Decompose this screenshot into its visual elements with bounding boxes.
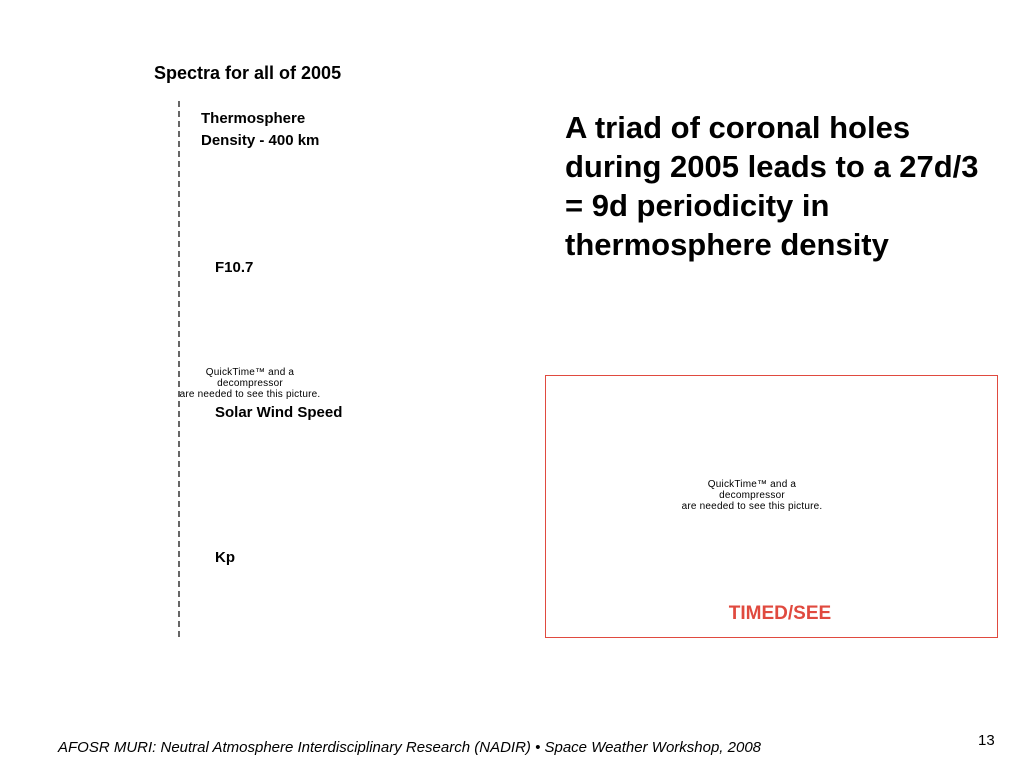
note-line: decompressor: [719, 490, 785, 501]
headline-text: A triad of coronal holes during 2005 leads to a 27d/3 = 9d periodicity in thermosphere density: [565, 110, 979, 262]
spectra-title: Spectra for all of 2005: [154, 63, 342, 83]
panel-label-kp: Kp: [215, 549, 235, 566]
panel-label-line: Thermosphere: [201, 110, 306, 127]
note-line: are needed to see this picture.: [681, 501, 823, 512]
timed-see-label: TIMED/SEE: [728, 603, 832, 624]
panel-label-f107: F10.7: [215, 259, 254, 276]
slide-footer: AFOSR MURI: Neutral Atmosphere Interdisciplinary Research (NADIR) • Space Weather Workshop, 2008: [58, 739, 762, 756]
page-number: 13: [978, 732, 995, 749]
missing-image-note-spectra: [170, 367, 330, 400]
note-line: are needed to see this picture.: [179, 389, 321, 400]
panel-label-thermosphere-density: [201, 108, 319, 152]
note-line: QuickTime™ and a: [205, 367, 295, 378]
note-line: decompressor: [217, 378, 283, 389]
missing-image-note-timed-see: [676, 479, 828, 512]
panel-label-solar-wind-speed: Solar Wind Speed: [215, 404, 343, 421]
note-line: QuickTime™ and a: [707, 479, 797, 490]
panel-label-line: Density - 400 km: [201, 132, 320, 149]
